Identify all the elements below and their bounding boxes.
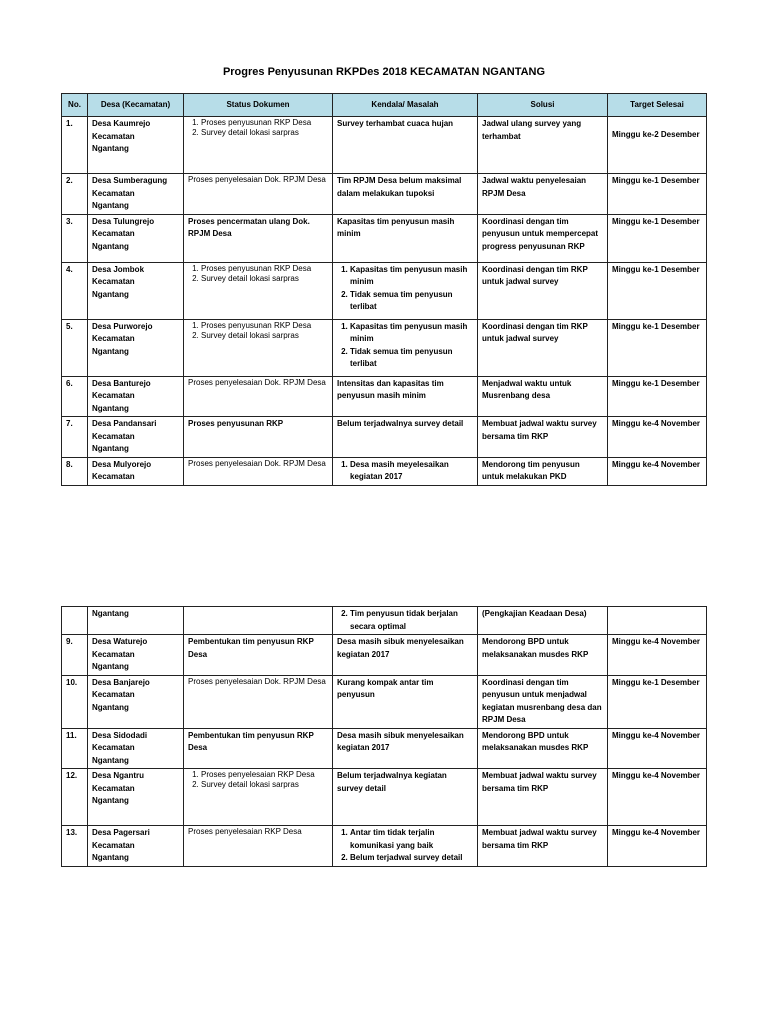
- cell-target: Minggu ke-1 Desember: [608, 376, 707, 417]
- desa-line: Kecamatan: [92, 188, 135, 198]
- cell-desa: Ngantang: [88, 607, 184, 635]
- cell-solusi: Jadwal waktu penyelesaian RPJM Desa: [478, 174, 608, 215]
- cell-desa: [88, 174, 184, 215]
- desa-line: Desa Purworejo: [92, 321, 153, 331]
- cell-no: 9.: [62, 635, 88, 676]
- cell-solusi: Membuat jadwal waktu survey bersama tim RKP: [478, 826, 608, 867]
- cell-no: 13.: [62, 826, 88, 867]
- desa-line: Desa Pagersari: [92, 828, 150, 837]
- table-row: [62, 457, 707, 485]
- cell-no: 6.: [62, 376, 88, 417]
- cell-target: Minggu ke-1 Desember: [608, 319, 707, 376]
- cell-solusi: Koordinasi dengan tim RKP untuk jadwal survey: [478, 319, 608, 376]
- cell-target: Minggu ke-4 November: [608, 457, 707, 485]
- desa-line: Ngantang: [92, 241, 129, 251]
- cell-kendala: Kurang kompak antar tim penyusun: [333, 675, 478, 728]
- table-header-row: [62, 94, 707, 117]
- kendala-item: 2. Belum terjadwal survey detail: [350, 852, 473, 865]
- table-row: [62, 174, 707, 215]
- cell-kendala: Desa masih sibuk menyelesaikan kegiatan 2017: [333, 728, 478, 769]
- cell-status: Pembentukan tim penyusun RKP Desa: [184, 635, 333, 676]
- desa-line: Kecamatan: [92, 131, 135, 141]
- desa-line: Kecamatan: [92, 229, 135, 238]
- cell-kendala: Desa masih sibuk menyelesaikan kegiatan 2017: [333, 635, 478, 676]
- status-item: 1. Proses penyelesaian RKP Desa: [201, 770, 328, 780]
- cell-solusi: Membuat jadwal waktu survey bersama tim RKP: [478, 769, 608, 826]
- progress-table-continued: [61, 606, 707, 867]
- kendala-list: [337, 827, 473, 865]
- cell-desa: [88, 635, 184, 676]
- cell-status: [184, 607, 333, 635]
- cell-status: Proses penyelesaian RKP Desa: [184, 826, 333, 867]
- cell-target: Minggu ke-4 November: [608, 635, 707, 676]
- desa-line: Ngantang: [92, 403, 129, 413]
- cell-target: Minggu ke-1 Desember: [608, 214, 707, 262]
- desa-line: Desa Pandansari: [92, 419, 157, 428]
- header-desa: Desa (Kecamatan): [88, 94, 184, 117]
- cell-target: Minggu ke-1 Desember: [608, 174, 707, 215]
- cell-status: Proses penyusunan RKP: [184, 417, 333, 458]
- desa-line: Desa Banjarejo: [92, 677, 150, 687]
- cell-no: 11.: [62, 728, 88, 769]
- status-item: 1. Proses penyusunan RKP Desa: [201, 321, 328, 331]
- cell-kendala: Survey terhambat cuaca hujan: [333, 117, 478, 174]
- desa-line: Ngantang: [92, 201, 129, 210]
- cell-solusi: Mendorong BPD untuk melaksanakan musdes RKP: [478, 635, 608, 676]
- cell-kendala: [333, 607, 478, 635]
- table-row-continuation: [62, 607, 707, 635]
- header-no: No.: [62, 94, 88, 117]
- desa-line: Ngantang: [92, 289, 129, 299]
- cell-solusi: Koordinasi dengan tim penyusun untuk menjadwal kegiatan musrenbang desa dan RPJM Desa: [478, 675, 608, 728]
- table-row: [62, 826, 707, 867]
- cell-status: Proses pencermatan ulang Dok. RPJM Desa: [184, 214, 333, 262]
- cell-kendala: Tim RPJM Desa belum maksimal dalam melakukan tupoksi: [333, 174, 478, 215]
- desa-line: Kecamatan: [92, 649, 135, 659]
- cell-solusi: Mendorong BPD untuk melaksanakan musdes RKP: [478, 728, 608, 769]
- cell-status: Proses penyelesaian Dok. RPJM Desa: [184, 457, 333, 485]
- cell-status: [184, 117, 333, 174]
- cell-kendala: [333, 262, 478, 319]
- desa-line: Kecamatan: [92, 277, 135, 286]
- cell-target: Minggu ke-4 November: [608, 728, 707, 769]
- desa-line: Kecamatan: [92, 391, 135, 400]
- desa-line: Ngantang: [92, 796, 129, 805]
- table-row: [62, 675, 707, 728]
- status-item: 2. Survey detail lokasi sarpras: [201, 780, 328, 790]
- desa-line: Desa Waturejo: [92, 637, 148, 646]
- cell-no: 1.: [62, 117, 88, 174]
- desa-line: Ngantang: [92, 702, 129, 712]
- table-row: [62, 262, 707, 319]
- kendala-item: 1. Kapasitas tim penyusun masih minim: [350, 321, 473, 346]
- desa-line: Desa Sumberagung: [92, 176, 168, 185]
- cell-solusi: Koordinasi dengan tim penyusun untuk mempercepat progress penyusunan RKP: [478, 214, 608, 262]
- cell-no: 4.: [62, 262, 88, 319]
- desa-line: Desa Kaumrejo: [92, 119, 151, 128]
- cell-no: 8.: [62, 457, 88, 485]
- cell-status: Proses penyelesaian Dok. RPJM Desa: [184, 174, 333, 215]
- desa-line: Kecamatan: [92, 472, 135, 481]
- desa-line: Desa Sidodadi: [92, 730, 148, 740]
- cell-target: Minggu ke-1 Desember: [608, 262, 707, 319]
- desa-line: Ngantang: [92, 853, 129, 862]
- cell-solusi: (Pengkajian Keadaan Desa): [478, 607, 608, 635]
- table-row: [62, 214, 707, 262]
- status-list: [188, 770, 328, 790]
- header-status: Status Dokumen: [184, 94, 333, 117]
- status-item: 2. Survey detail lokasi sarpras: [201, 128, 328, 138]
- cell-no: 10.: [62, 675, 88, 728]
- header-target: Target Selesai: [608, 94, 707, 117]
- kendala-list: [337, 459, 473, 484]
- cell-target: [608, 607, 707, 635]
- cell-desa: [88, 457, 184, 485]
- desa-line: Ngantang: [92, 144, 129, 153]
- kendala-item: 2. Tidak semua tim penyusun terlibat: [350, 346, 473, 371]
- table-row: [62, 769, 707, 826]
- desa-line: Desa Banturejo: [92, 378, 151, 388]
- cell-no: 2.: [62, 174, 88, 215]
- cell-desa: [88, 417, 184, 458]
- progress-table: [61, 93, 707, 486]
- cell-status: Pembentukan tim penyusun RKP Desa: [184, 728, 333, 769]
- cell-kendala: Kapasitas tim penyusun masih minim: [333, 214, 478, 262]
- cell-desa: [88, 376, 184, 417]
- cell-solusi: Mendorong tim penyusun untuk melakukan PKD: [478, 457, 608, 485]
- desa-line: Desa Jombok: [92, 264, 145, 274]
- desa-line: Desa Ngantru: [92, 771, 145, 780]
- cell-target: Minggu ke-1 Desember: [608, 675, 707, 728]
- desa-line: Kecamatan: [92, 431, 135, 441]
- cell-desa: [88, 728, 184, 769]
- cell-target: Minggu ke-4 November: [608, 417, 707, 458]
- cell-kendala: [333, 319, 478, 376]
- cell-no: [62, 607, 88, 635]
- status-item: 1. Proses penyusunan RKP Desa: [201, 264, 328, 274]
- header-kendala: Kendala/ Masalah: [333, 94, 478, 117]
- cell-desa: [88, 826, 184, 867]
- desa-line: Kecamatan: [92, 334, 135, 343]
- desa-line: Ngantang: [92, 346, 129, 356]
- desa-line: Ngantang: [92, 755, 129, 765]
- cell-desa: [88, 214, 184, 262]
- cell-desa: [88, 319, 184, 376]
- cell-no: 12.: [62, 769, 88, 826]
- cell-no: 3.: [62, 214, 88, 262]
- status-item: 1. Proses penyusunan RKP Desa: [201, 118, 328, 128]
- desa-line: Kecamatan: [92, 690, 135, 699]
- cell-status: Proses penyelesaian Dok. RPJM Desa: [184, 675, 333, 728]
- table-row: [62, 728, 707, 769]
- desa-line: Kecamatan: [92, 783, 135, 793]
- cell-kendala: Belum terjadwalnya survey detail: [333, 417, 478, 458]
- cell-no: 5.: [62, 319, 88, 376]
- desa-line: Kecamatan: [92, 743, 135, 752]
- kendala-item: 2. Tidak semua tim penyusun terlibat: [350, 289, 473, 314]
- kendala-list: [337, 264, 473, 314]
- cell-desa: [88, 769, 184, 826]
- cell-kendala: [333, 457, 478, 485]
- cell-status: [184, 769, 333, 826]
- cell-status: Proses penyelesaian Dok. RPJM Desa: [184, 376, 333, 417]
- status-item: 2. Survey detail lokasi sarpras: [201, 331, 328, 341]
- status-list: [188, 264, 328, 284]
- cell-target: Minggu ke-4 November: [608, 826, 707, 867]
- cell-desa: [88, 117, 184, 174]
- cell-target: Minggu ke-2 Desember: [608, 117, 707, 174]
- desa-line: Desa Mulyorejo: [92, 459, 152, 469]
- cell-solusi: Membuat jadwal waktu survey bersama tim RKP: [478, 417, 608, 458]
- desa-line: Desa Tulungrejo: [92, 216, 155, 226]
- kendala-item: 1. Antar tim tidak terjalin komunikasi yang baik: [350, 827, 473, 852]
- document-title: Progres Penyusunan RKPDes 2018 KECAMATAN NGANTANG: [222, 66, 546, 78]
- cell-status: [184, 262, 333, 319]
- cell-solusi: Koordinasi dengan tim RKP untuk jadwal survey: [478, 262, 608, 319]
- status-item: 2. Survey detail lokasi sarpras: [201, 274, 328, 284]
- kendala-item: 2. Tim penyusun tidak berjalan secara optimal: [350, 608, 473, 633]
- cell-kendala: [333, 826, 478, 867]
- kendala-list: [337, 321, 473, 371]
- header-solusi: Solusi: [478, 94, 608, 117]
- desa-line: Ngantang: [92, 444, 129, 453]
- desa-line: Ngantang: [92, 662, 129, 671]
- kendala-item: 1. Kapasitas tim penyusun masih minim: [350, 264, 473, 289]
- cell-kendala: Intensitas dan kapasitas tim penyusun masih minim: [333, 376, 478, 417]
- status-list: [188, 118, 328, 138]
- table-row: [62, 319, 707, 376]
- table-row: [62, 376, 707, 417]
- cell-desa: [88, 675, 184, 728]
- table-row: [62, 635, 707, 676]
- cell-solusi: Jadwal ulang survey yang terhambat: [478, 117, 608, 174]
- table-row: [62, 417, 707, 458]
- cell-solusi: Menjadwal waktu untuk Musrenbang desa: [478, 376, 608, 417]
- cell-no: 7.: [62, 417, 88, 458]
- status-list: [188, 321, 328, 341]
- desa-line: Kecamatan: [92, 840, 135, 850]
- cell-status: [184, 319, 333, 376]
- cell-kendala: Belum terjadwalnya kegiatan survey detail: [333, 769, 478, 826]
- cell-desa: [88, 262, 184, 319]
- table-row: [62, 117, 707, 174]
- kendala-item: 1. Desa masih meyelesaikan kegiatan 2017: [350, 459, 473, 484]
- cell-target: Minggu ke-4 November: [608, 769, 707, 826]
